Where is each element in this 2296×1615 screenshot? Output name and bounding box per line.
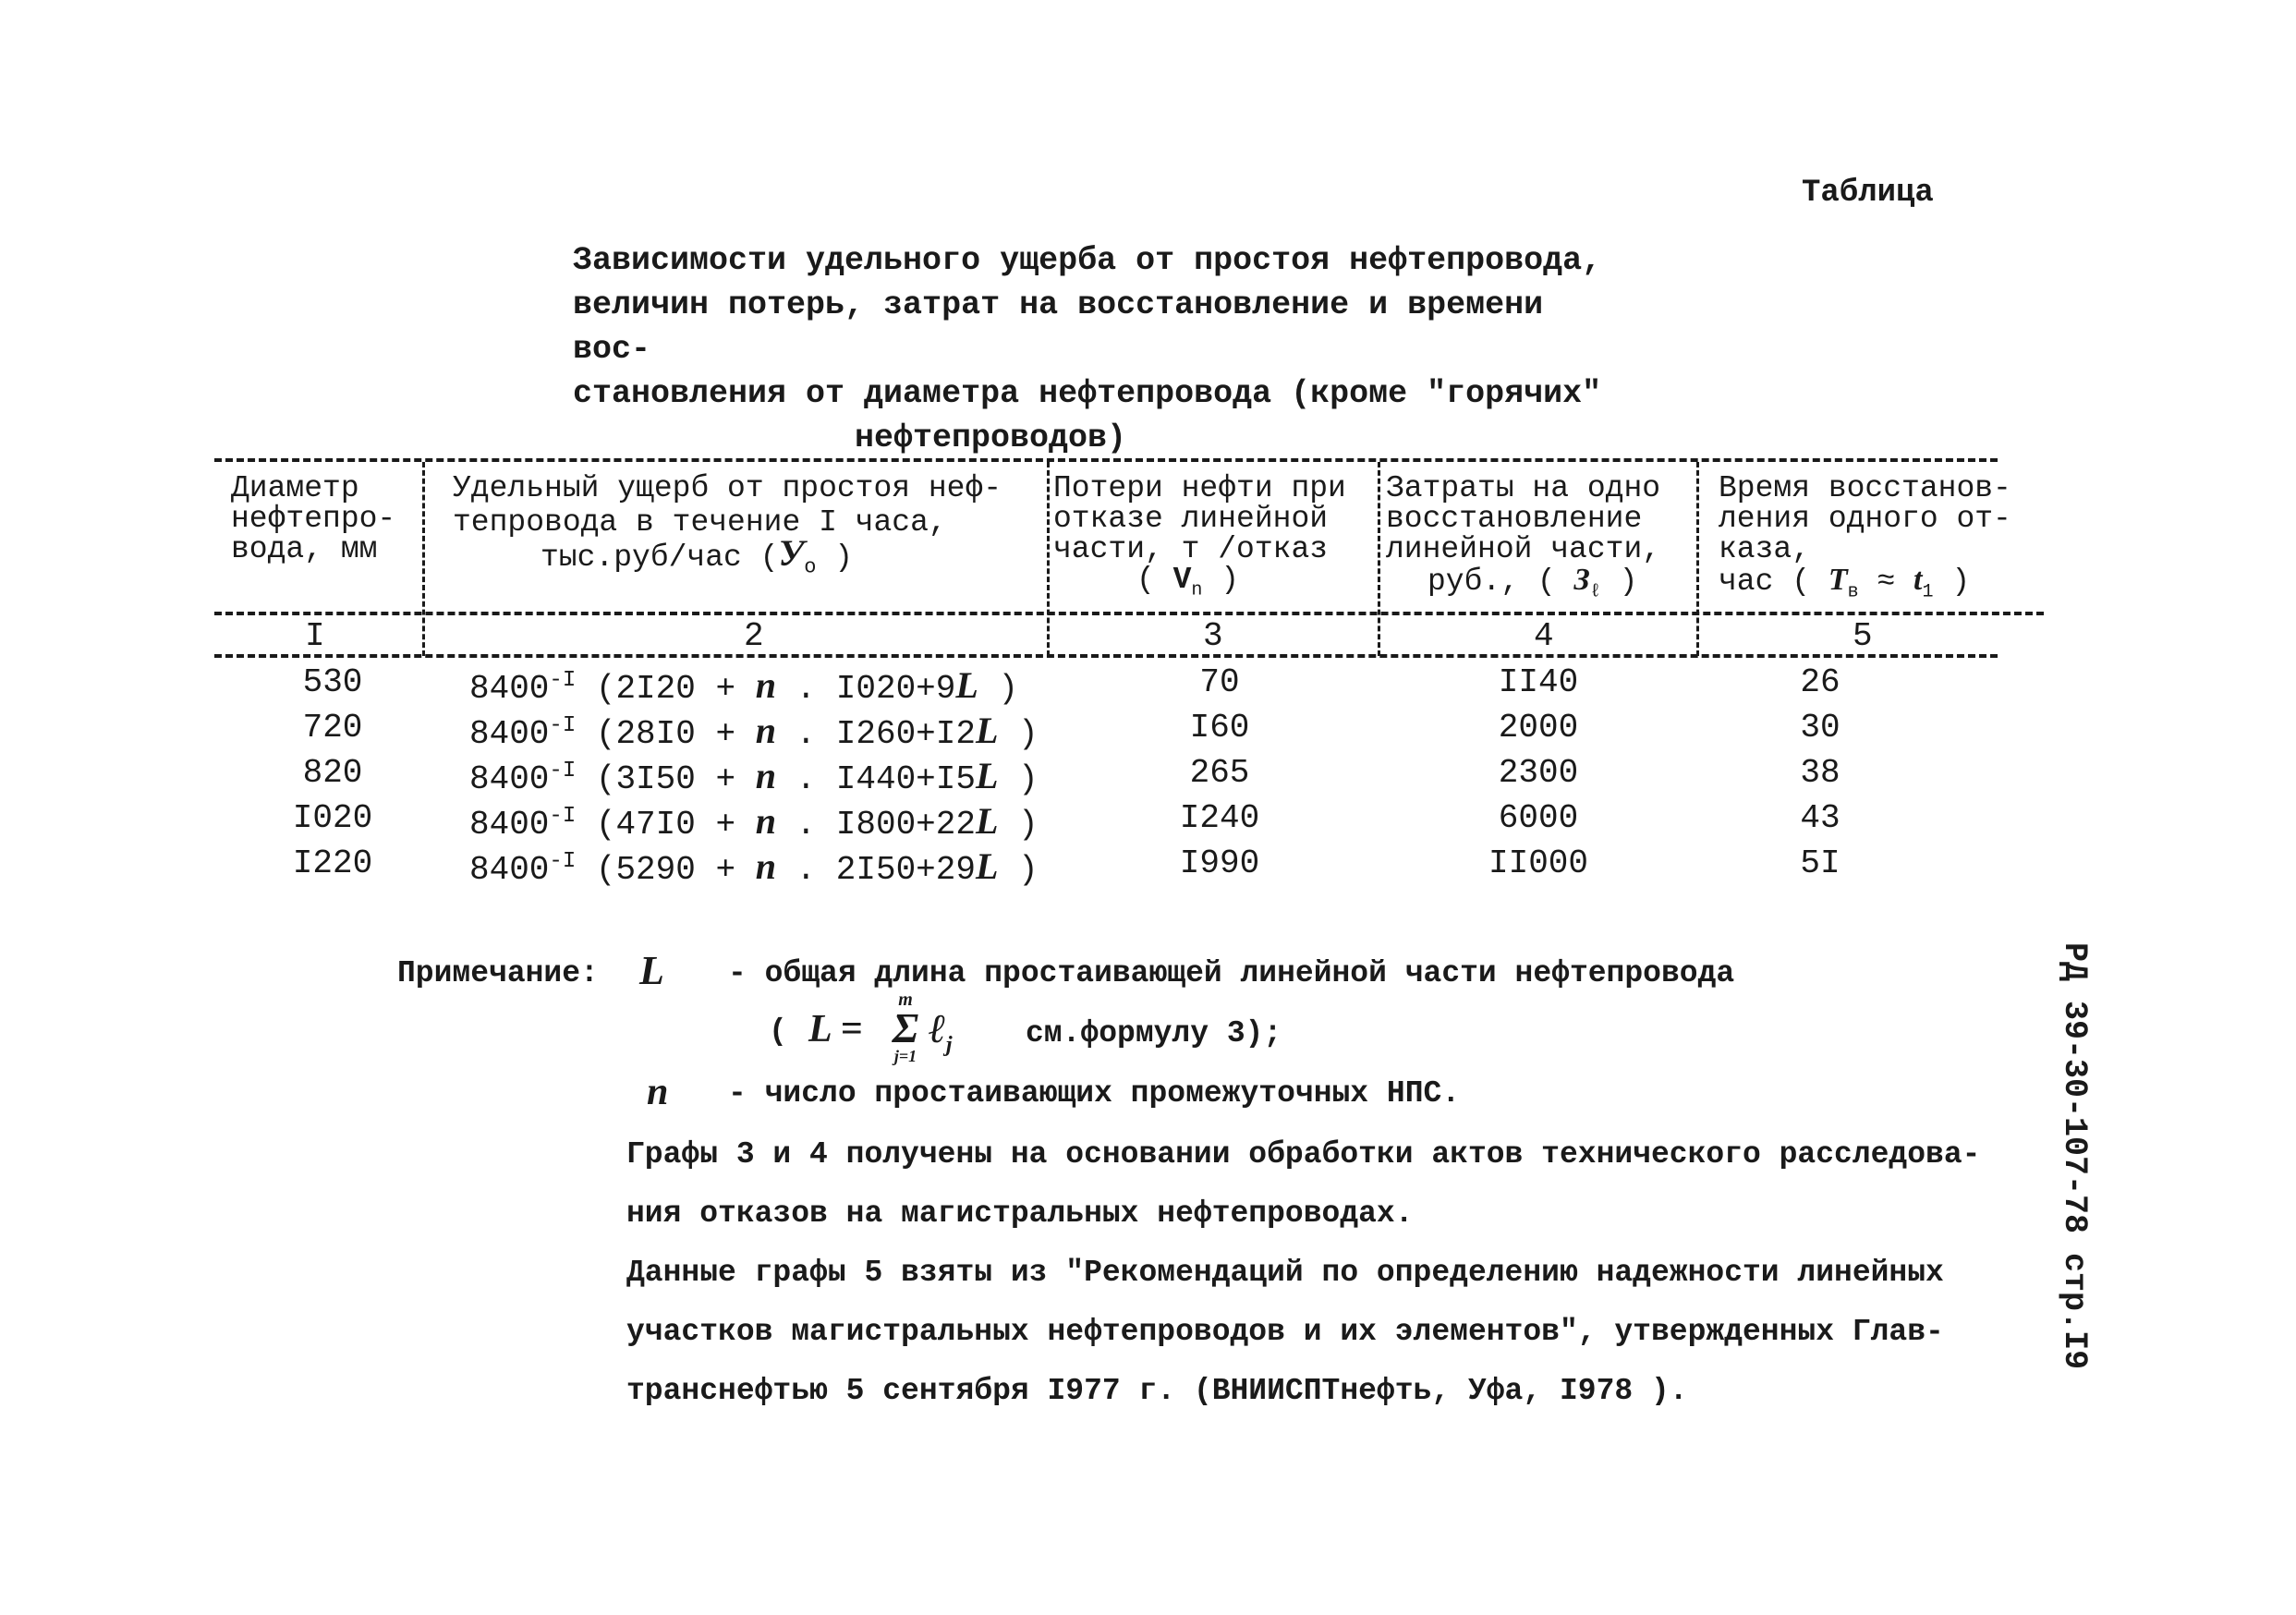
title-line: становления от диаметра нефтепровода (кроме "горячих" xyxy=(573,375,1602,412)
col-number: 5 xyxy=(1853,617,1873,655)
cell-oil-loss: I60 xyxy=(1189,709,1250,747)
cell-formula: $8400^{-I}$ (47I0 + n . I800+22L ) xyxy=(469,800,1039,844)
header-restore-cost: Затраты на одно восстановление линейной части, руб., ( $З_\ell$ ) xyxy=(1386,471,1661,603)
cell-diameter: 530 xyxy=(302,663,363,701)
cell-restore-cost: 6000 xyxy=(1498,799,1579,837)
note-l-symbol: L xyxy=(639,948,664,993)
cell-formula: $8400^{-I}$ (2I20 + n . I020+9L ) xyxy=(469,664,1019,708)
note-n-symbol: n xyxy=(647,1071,669,1113)
col-number: 3 xyxy=(1203,617,1223,655)
table-label: Таблица xyxy=(1802,176,1934,211)
table-title xyxy=(573,238,1626,460)
cell-diameter: 820 xyxy=(302,754,363,792)
col-number: I xyxy=(305,617,325,655)
note-sum-formula: m Σ j=1 xyxy=(892,990,919,1065)
cell-oil-loss: 265 xyxy=(1189,754,1250,792)
paragraph-graphs-3-4: Графы 3 и 4 получены на основании обработки актов технического расследова- ния отказов на магистральных нефтепроводах. xyxy=(626,1137,1981,1231)
note-formula-eq: L = xyxy=(808,1008,863,1050)
cell-restore-time: 38 xyxy=(1800,754,1840,792)
table-top-rule xyxy=(214,458,1998,462)
cell-diameter: I020 xyxy=(292,799,373,837)
cell-oil-loss: 70 xyxy=(1199,663,1240,701)
col-number: 4 xyxy=(1534,617,1554,655)
note-l-text: - общая длина простаивающей линейной части нефтепровода xyxy=(728,956,1735,990)
header-oil-loss: Потери нефти при отказе линейной части, т /отказ ( $V_n$ ) xyxy=(1053,471,1346,601)
header-rule xyxy=(214,612,2044,615)
title-line: Зависимости удельного ущерба от простоя нефтепровода, xyxy=(573,242,1602,279)
note-n-text: - число простаивающих промежуточных НПС. xyxy=(728,1076,1461,1111)
cell-restore-cost: II000 xyxy=(1488,844,1589,882)
colnum-rule xyxy=(214,654,1998,658)
cell-restore-time: 30 xyxy=(1800,709,1840,747)
cell-formula: $8400^{-I}$ (28I0 + n . I260+I2L ) xyxy=(469,710,1039,753)
side-document-code: РД 39-30-107-78 стр.I9 xyxy=(2056,942,2093,1370)
cell-restore-cost: II40 xyxy=(1498,663,1579,701)
header-diameter: Диаметр нефтепро- вода, мм xyxy=(231,471,396,566)
cell-restore-cost: 2300 xyxy=(1498,754,1579,792)
cell-oil-loss: I240 xyxy=(1179,799,1260,837)
col-number: 2 xyxy=(744,617,764,655)
header-specific-damage: Удельный ущерб от простоя неф- тепровода в течение I часа, тыс.руб/час ($У_о$ ) xyxy=(453,471,1002,579)
note-sum-term: ℓ$_j$ xyxy=(929,1006,953,1057)
cell-restore-time: 43 xyxy=(1800,799,1840,837)
title-line: величин потерь, затрат на восстановление и времени вос- xyxy=(573,286,1544,368)
cell-restore-cost: 2000 xyxy=(1498,709,1579,747)
cell-restore-time: 5I xyxy=(1800,844,1840,882)
cell-formula: $8400^{-I}$ (5290 + n . 2I50+29L ) xyxy=(469,845,1039,889)
cell-oil-loss: I990 xyxy=(1179,844,1260,882)
col-separator xyxy=(422,462,425,656)
cell-formula: $8400^{-I}$ (3I50 + n . I440+I5L ) xyxy=(469,755,1039,798)
col-separator xyxy=(1378,462,1380,656)
cell-diameter: I220 xyxy=(292,844,373,882)
header-restore-time: Время восстанов- ления одного от- каза, час ( $T_в \approx t_1$ ) xyxy=(1719,471,2011,603)
title-line: нефтепроводов) xyxy=(855,419,1127,456)
cell-diameter: 720 xyxy=(302,709,363,747)
note-formula-open: ( xyxy=(769,1014,787,1049)
col-separator xyxy=(1696,462,1699,656)
note-label: Примечание: xyxy=(397,956,599,990)
col-separator xyxy=(1047,462,1050,656)
cell-restore-time: 26 xyxy=(1800,663,1840,701)
paragraph-graph-5-source: Данные графы 5 взяты из "Рекомендаций по определению надежности линейных участков магистральных нефтепроводов и их элементов", утвержденных Глав- транснефтью 5 сентября I977 г. (ВНИИСПТнефть, Уфа, I978 ). xyxy=(626,1256,1944,1408)
note-formula-ref: см.формулу 3); xyxy=(1026,1016,1282,1050)
